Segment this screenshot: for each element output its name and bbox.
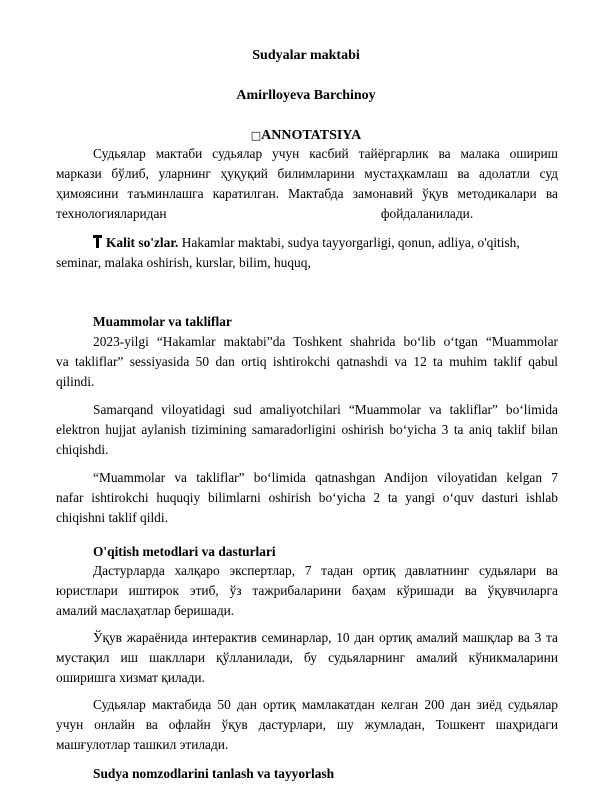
keywords-line: seminar, malaka oshirish, kurslar, bilim, huquq, xyxy=(56,255,311,270)
paragraph-line: chiqishdi. xyxy=(56,442,109,457)
paragraph-line: qilindi. xyxy=(56,374,95,389)
section2-paragraph-1 xyxy=(56,561,558,621)
keywords-line xyxy=(56,233,558,253)
paragraph-line: мустақил иш шакллари қўлланилади, бу судьяларнинг амалий кўникмаларини xyxy=(56,650,558,665)
keywords-text: Hakamlar maktabi, sudya tayyorgarligi, qonun, adliya, o'qitish, xyxy=(178,235,520,250)
missing-glyph-icon: □ xyxy=(250,129,262,142)
paragraph-line: учун онлайн ва офлайн ўқув дастурлари, шу жумладан, Тошкент шаҳридаги xyxy=(56,717,558,732)
document-title: Sudyalar maktabi xyxy=(252,48,360,63)
section-heading-muammolar: Muammolar va takliflar xyxy=(93,314,232,329)
annotation-line: ҳимоясини таъминлашга каратилган. Мактабда замонавий ўқув методикалари ва xyxy=(56,186,558,201)
annotation-line: Судьялар мактаби судьялар учун касбий тайёргарлик ва малака ошириш xyxy=(93,146,558,161)
paragraph-line: “Muammolar va takliflar” bo‘limida qatnashgan Andijon viloyatidan kelgan 7 xyxy=(93,470,558,485)
section2-paragraph-2 xyxy=(56,628,558,688)
paragraph-line: Ўқув жараёнида интерактив семинарлар, 10 дан ортиқ амалий машқлар ва 3 та xyxy=(93,630,558,645)
annotation-paragraph xyxy=(56,144,558,224)
section2-paragraph-3 xyxy=(56,695,558,755)
paragraph-line: elektron hujjat aylanish tizimining samaradorligini oshirish bo‘yicha 3 ta aniq taklif bilan xyxy=(56,422,558,437)
paragraph-line: 2023-yilgi “Hakamlar maktabi”da Toshkent shahrida bo‘lib o‘tgan “Muammolar xyxy=(93,334,558,349)
annotation-line: технологияларидан фойдаланилади. xyxy=(56,206,474,221)
paragraph-line: chiqishni taklif qildi. xyxy=(56,510,168,525)
paragraph-line: амалий маслаҳатлар беришади. xyxy=(56,603,235,618)
paragraph-line: Samarqand viloyatidagi sud amaliyotchilari “Muammolar va takliflar” bo‘limida xyxy=(93,402,558,417)
annotation-heading xyxy=(0,128,612,144)
paragraph-line: юристлари иштирок этиб, ўз тажрибаларини баҳам кўришади ва ўқувчиларга xyxy=(56,583,558,598)
paragraph-line: машғулотлар ташкил этилади. xyxy=(56,737,229,752)
section-heading-oqitish: O'qitish metodlari va dasturlari xyxy=(93,544,276,559)
section1-paragraph-1 xyxy=(56,332,558,392)
paragraph-line: nafar ishtirokchi huquqiy bilimlarni oshirish bo‘yicha 2 ta yangi o‘quv dasturi ishlab xyxy=(56,490,558,505)
annotation-heading-text: ANNOTATSIYA xyxy=(261,128,362,143)
section1-paragraph-2 xyxy=(56,400,558,460)
section1-paragraph-3 xyxy=(56,468,558,528)
author-name: Amirlloyeva Barchinoy xyxy=(236,88,376,103)
paragraph-line: Судьялар мактабида 50 дан ортиқ мамлакатдан келган 200 дан зиёд судьялар xyxy=(93,697,558,712)
paragraph-line: Дастурларда халқаро экспертлар, 7 тадан ортиқ давлатнинг судьялари ва xyxy=(93,563,558,578)
keywords-label: Kalit so'zlar. xyxy=(106,235,179,250)
pin-icon xyxy=(93,235,102,248)
annotation-line: маркази бўлиб, уларнинг ҳуқуқий билимларини мустаҳкамлаш ва адолатли суд xyxy=(56,166,558,181)
paragraph-line: va takliflar” sessiyasida 50 dan ortiq ishtirokchi qatnashdi va 12 ta muhim taklif qabul xyxy=(56,354,558,369)
keywords-paragraph xyxy=(56,233,558,273)
section-heading-sudya-nomzodlari: Sudya nomzodlarini tanlash va tayyorlash xyxy=(93,766,335,781)
paragraph-line: оширишга хизмат қилади. xyxy=(56,670,205,685)
